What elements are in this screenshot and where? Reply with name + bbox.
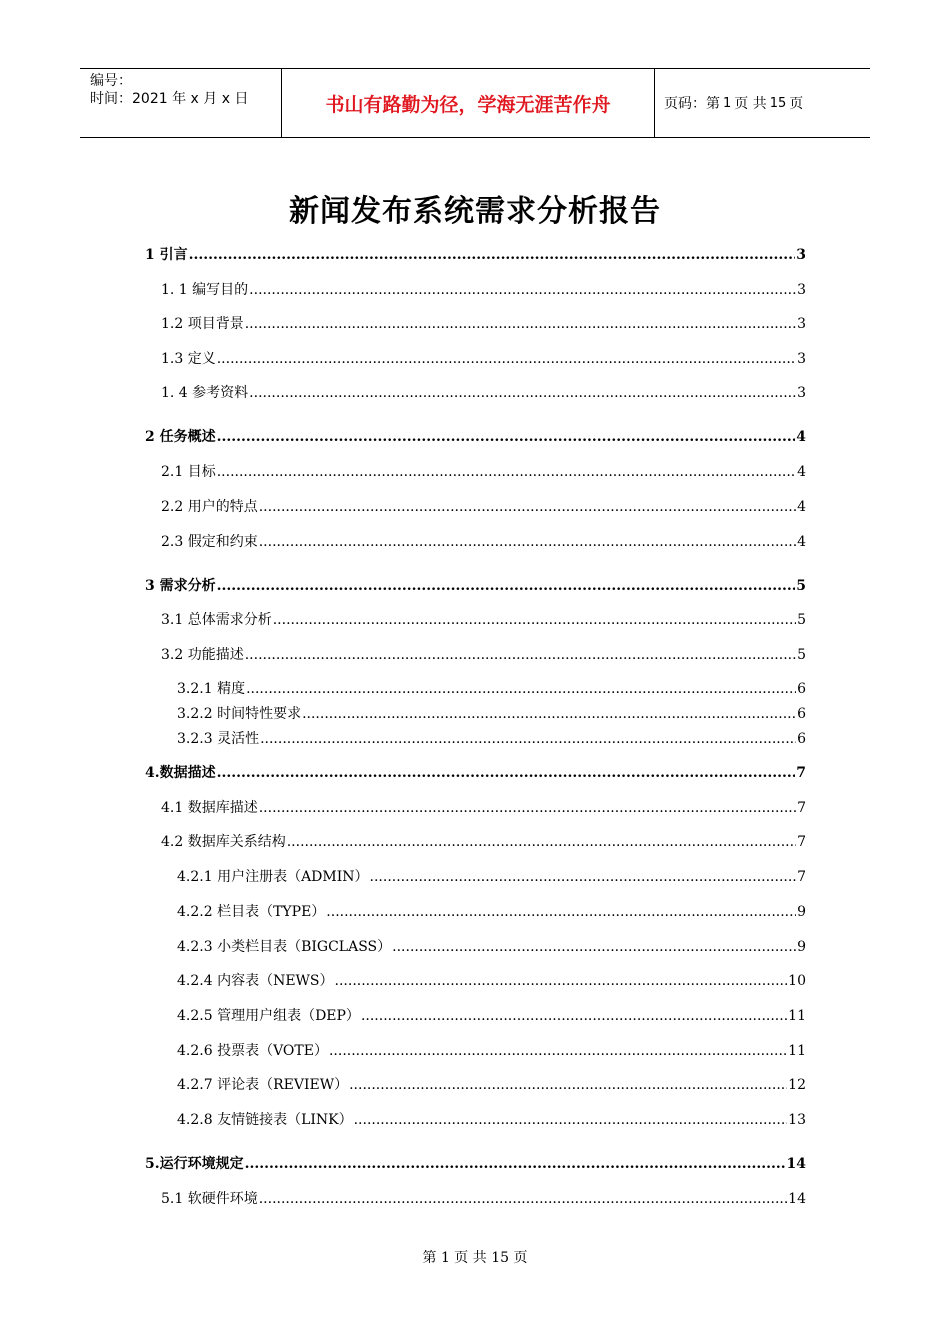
toc-entry-label: 4.2.1 用户注册表（ADMIN） <box>177 869 369 885</box>
toc-entry-label: 4.2.4 内容表（NEWS） <box>177 973 334 989</box>
toc-entry-page: 3 <box>797 282 806 298</box>
toc-dot-leader <box>259 498 796 516</box>
toc-entry[interactable] <box>161 833 806 851</box>
toc-entry-label: 1. 4 参考资料 <box>161 385 249 401</box>
toc-entry-label: 1.2 项目背景 <box>161 316 244 332</box>
page-suffix: 页 <box>789 96 804 112</box>
page-footer: 第 1 页 共 15 页 <box>422 1250 528 1266</box>
toc-entry[interactable] <box>177 705 806 723</box>
toc-dot-leader <box>259 1190 787 1208</box>
toc-entry-page: 14 <box>788 1191 806 1207</box>
toc-entry-label: 4.2.3 小类栏目表（BIGCLASS） <box>177 939 392 955</box>
toc-dot-leader <box>245 315 796 333</box>
toc-entry-page: 9 <box>797 939 806 955</box>
page-number: 1 <box>723 95 732 111</box>
toc-entry-label: 4.2.2 栏目表（TYPE） <box>177 904 326 920</box>
toc-entry[interactable] <box>145 577 806 595</box>
toc-entry-label: 1 引言 <box>145 247 188 263</box>
toc-dot-leader <box>249 281 796 299</box>
toc-dot-leader <box>349 1076 787 1094</box>
toc-entry-label: 3.2.2 时间特性要求 <box>177 706 302 722</box>
toc-dot-leader <box>287 833 796 851</box>
toc-dot-leader <box>259 533 796 551</box>
toc-entry[interactable] <box>145 246 806 264</box>
toc-entry-label: 3 需求分析 <box>145 578 216 594</box>
toc-dot-leader <box>259 799 796 817</box>
toc-dot-leader <box>335 972 788 990</box>
toc-entry-page: 7 <box>796 765 806 781</box>
toc-entry[interactable] <box>161 533 806 551</box>
toc-entry[interactable] <box>177 680 806 698</box>
toc-entry[interactable] <box>177 1076 806 1094</box>
toc-dot-leader <box>326 903 796 921</box>
toc-entry[interactable] <box>161 384 806 402</box>
toc-entry-page: 6 <box>797 706 806 722</box>
toc-dot-leader <box>217 350 796 368</box>
toc-dot-leader <box>361 1007 787 1025</box>
toc-dot-leader <box>245 1155 786 1173</box>
toc-entry-label: 2.3 假定和约束 <box>161 534 258 550</box>
toc-entry-label: 2.1 目标 <box>161 464 216 480</box>
toc-entry-page: 6 <box>797 681 806 697</box>
toc-entry[interactable] <box>161 498 806 516</box>
toc-entry-page: 4 <box>796 429 806 445</box>
toc-entry-label: 5.1 软硬件环境 <box>161 1191 258 1207</box>
toc-entry[interactable] <box>177 868 806 886</box>
toc-entry-page: 3 <box>797 316 806 332</box>
toc-entry-label: 3.2.3 灵活性 <box>177 731 260 747</box>
toc-entry[interactable] <box>177 730 806 748</box>
toc-dot-leader <box>217 577 796 595</box>
toc-dot-leader <box>245 646 796 664</box>
toc-entry[interactable] <box>177 903 806 921</box>
toc-dot-leader <box>370 868 797 886</box>
toc-entry-page: 3 <box>796 247 806 263</box>
toc-entry[interactable] <box>145 764 806 782</box>
toc-entry[interactable] <box>161 646 806 664</box>
toc-entry[interactable] <box>161 799 806 817</box>
toc-entry[interactable] <box>177 1042 806 1060</box>
page-total: 15 <box>769 95 787 111</box>
toc-dot-leader <box>217 463 796 481</box>
toc-dot-leader <box>189 246 796 264</box>
toc-dot-leader <box>260 730 796 748</box>
toc-entry-page: 5 <box>796 578 806 594</box>
toc-entry-label: 4.2.7 评论表（REVIEW） <box>177 1077 349 1093</box>
toc-dot-leader <box>302 705 796 723</box>
code-label: 编号： <box>90 73 132 89</box>
toc-dot-leader <box>273 611 796 629</box>
toc-entry-label: 2.2 用户的特点 <box>161 499 258 515</box>
toc-entry[interactable] <box>161 611 806 629</box>
toc-entry-label: 3.1 总体需求分析 <box>161 612 272 628</box>
toc-entry-label: 3.2.1 精度 <box>177 681 246 697</box>
toc-entry[interactable] <box>177 938 806 956</box>
toc-dot-leader <box>354 1111 788 1129</box>
toc-entry-page: 13 <box>788 1112 806 1128</box>
toc-entry-page: 11 <box>788 1008 806 1024</box>
page-mid: 页 共 <box>734 96 767 112</box>
toc-entry[interactable] <box>161 281 806 299</box>
toc-entry-label: 1.3 定义 <box>161 351 216 367</box>
toc-entry-page: 7 <box>797 834 806 850</box>
toc-entry-label: 2 任务概述 <box>145 429 216 445</box>
toc-entry[interactable] <box>145 1155 806 1173</box>
toc-dot-leader <box>246 680 796 698</box>
toc-entry-label: 4.2 数据库关系结构 <box>161 834 286 850</box>
toc-dot-leader <box>217 764 796 782</box>
toc-entry[interactable] <box>161 350 806 368</box>
toc-entry-label: 4.2.8 友情链接表（LINK） <box>177 1112 353 1128</box>
toc-entry-label: 1. 1 编写目的 <box>161 282 249 298</box>
toc-entry-label: 4.2.5 管理用户组表（DEP） <box>177 1008 360 1024</box>
toc-entry-page: 9 <box>797 904 806 920</box>
toc-entry[interactable] <box>145 428 806 446</box>
toc-entry-page: 5 <box>797 612 806 628</box>
toc-entry[interactable] <box>161 463 806 481</box>
toc-dot-leader <box>217 428 796 446</box>
toc-entry[interactable] <box>177 1111 806 1129</box>
toc-entry-page: 4 <box>797 534 806 550</box>
toc-entry-page: 3 <box>797 385 806 401</box>
page-prefix: 页码：第 <box>664 96 720 112</box>
toc-entry-page: 3 <box>797 351 806 367</box>
toc-entry-label: 5.运行环境规定 <box>145 1156 244 1172</box>
toc-entry[interactable] <box>161 1190 806 1208</box>
toc-entry-page: 10 <box>788 973 806 989</box>
toc-dot-leader <box>392 938 796 956</box>
toc-entry-page: 7 <box>797 800 806 816</box>
document-title: 新闻发布系统需求分析报告 <box>289 194 661 229</box>
toc-entry-page: 12 <box>788 1077 806 1093</box>
header-motto: 书山有路勤为径，学海无涯苦作舟 <box>325 93 611 116</box>
toc-entry[interactable] <box>177 1007 806 1025</box>
toc-entry-page: 4 <box>797 499 806 515</box>
toc-entry-label: 4.1 数据库描述 <box>161 800 258 816</box>
toc-entry-label: 4.2.6 投票表（VOTE） <box>177 1043 328 1059</box>
date-label: 时间：2021 年 x 月 x 日 <box>90 91 249 107</box>
toc-entry[interactable] <box>161 315 806 333</box>
toc-entry-page: 11 <box>788 1043 806 1059</box>
toc-entry-page: 7 <box>797 869 806 885</box>
toc-entry-label: 4.数据描述 <box>145 765 216 781</box>
toc-entry-page: 14 <box>786 1156 806 1172</box>
toc-dot-leader <box>249 384 796 402</box>
toc-entry-page: 4 <box>797 464 806 480</box>
toc-entry-label: 3.2 功能描述 <box>161 647 244 663</box>
toc-entry[interactable] <box>177 972 806 990</box>
toc-entry-page: 6 <box>797 731 806 747</box>
toc-dot-leader <box>329 1042 787 1060</box>
toc-entry-page: 5 <box>797 647 806 663</box>
